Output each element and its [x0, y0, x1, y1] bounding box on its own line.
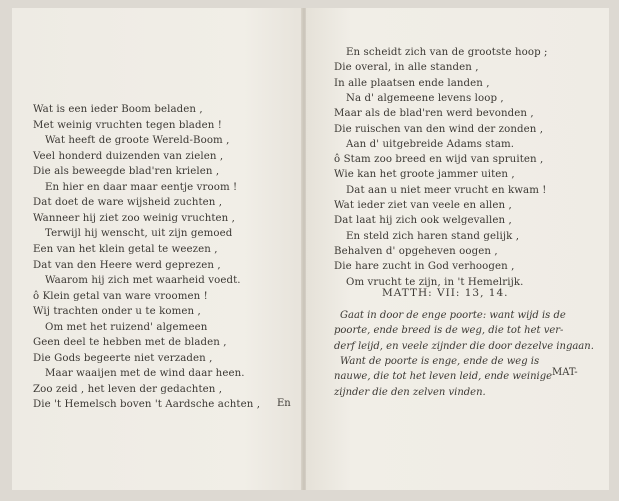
poem-line: Met weinig vruchten tegen bladen ! — [33, 119, 222, 131]
poem-line: Wanneer hij ziet zoo weinig vruchten , — [33, 212, 236, 224]
left-page — [12, 8, 302, 490]
scripture-text-line: zijnder die den zelven vinden. — [334, 386, 486, 398]
poem-line: Dat laat hij zich ook welgevallen , — [334, 215, 512, 227]
poem-line: Die overal, in alle standen , — [334, 62, 479, 74]
scripture-reference: MATTH: VII: 13, 14. — [382, 287, 509, 299]
poem-line: Maar waaijen met de wind daar heen. — [45, 368, 245, 380]
poem-line: Wat ieder ziet van veele en allen , — [334, 200, 512, 211]
scripture-text-line: nauwe, die tot het leven leid, ende weinige — [334, 371, 553, 383]
poem-line: En scheidt zich van de grootste hoop ; — [346, 47, 548, 58]
poem-line: Behalven d' opgeheven oogen , — [334, 245, 498, 257]
poem-line: Waarom hij zich met waarheid voedt. — [45, 275, 241, 287]
poem-line: Aan d' uitgebreide Adams stam. — [346, 138, 515, 150]
scripture-text-line: Want de poorte is enge, ende de weg is — [340, 355, 540, 367]
left-catchword: En — [277, 398, 291, 409]
poem-line: Dat doet de ware wijsheid zuchten , — [33, 197, 223, 209]
poem-line: Wat heeft de groote Wereld-Boom , — [45, 135, 230, 147]
poem-line: Wat is een ieder Boom beladen , — [33, 104, 203, 115]
scripture-text-line: Gaat in door de enge poorte: want wijd is de — [340, 310, 566, 321]
poem-line: ô Klein getal van ware vroomen ! — [33, 290, 208, 302]
poem-line: Een van het klein getal te weezen , — [33, 243, 218, 255]
poem-line: Om met het ruizend' algemeen — [45, 321, 208, 333]
poem-line: In alle plaatsen ende landen , — [334, 77, 490, 89]
right-page — [306, 8, 609, 490]
poem-line: Die Gods begeerte niet verzaden , — [33, 352, 213, 364]
poem-line: Dat van den Heere werd geprezen , — [33, 259, 221, 271]
scripture-text-line: poorte, ende breed is de weg, die tot het ver- — [334, 325, 564, 337]
scripture-text-line: derf leijd, en veele zijnder die door dezelve ingaan. — [334, 340, 594, 352]
poem-line: Maar als de blad'ren werd bevonden , — [334, 108, 534, 120]
poem-line: Om vrucht te zijn, in 't Hemelrijk. — [346, 276, 524, 288]
poem-line: Die hare zucht in God verhoogen , — [334, 261, 515, 273]
poem-line: ô Stam zoo breed en wijd van spruiten , — [334, 154, 544, 166]
poem-line: Veel honderd duizenden van zielen , — [33, 150, 224, 162]
right-catchword: MAT- — [552, 367, 578, 378]
poem-line: En steld zich haren stand gelijk , — [346, 230, 520, 242]
poem-line: Geen deel te hebben met de bladen , — [33, 337, 227, 349]
poem-line: Zoo zeid , het leven der gedachten , — [33, 383, 223, 395]
poem-line: En hier en daar maar eentje vroom ! — [45, 181, 238, 193]
book-spread — [12, 8, 609, 490]
poem-line: Terwijl hij wenscht, uit zijn gemoed — [45, 228, 233, 240]
poem-line: Wij trachten onder u te komen , — [33, 306, 201, 318]
poem-line: Na d' algemeene levens loop , — [346, 92, 504, 104]
poem-line: Wie kan het groote jammer uiten , — [334, 169, 515, 181]
poem-line: Dat aan u niet meer vrucht en kwam ! — [346, 184, 547, 196]
poem-line: Die 't Hemelsch boven 't Aardsche achten , — [33, 399, 261, 411]
poem-line: Die ruischen van den wind der zonden , — [334, 123, 544, 135]
poem-line: Die als beweegde blad'ren krielen , — [33, 166, 220, 178]
